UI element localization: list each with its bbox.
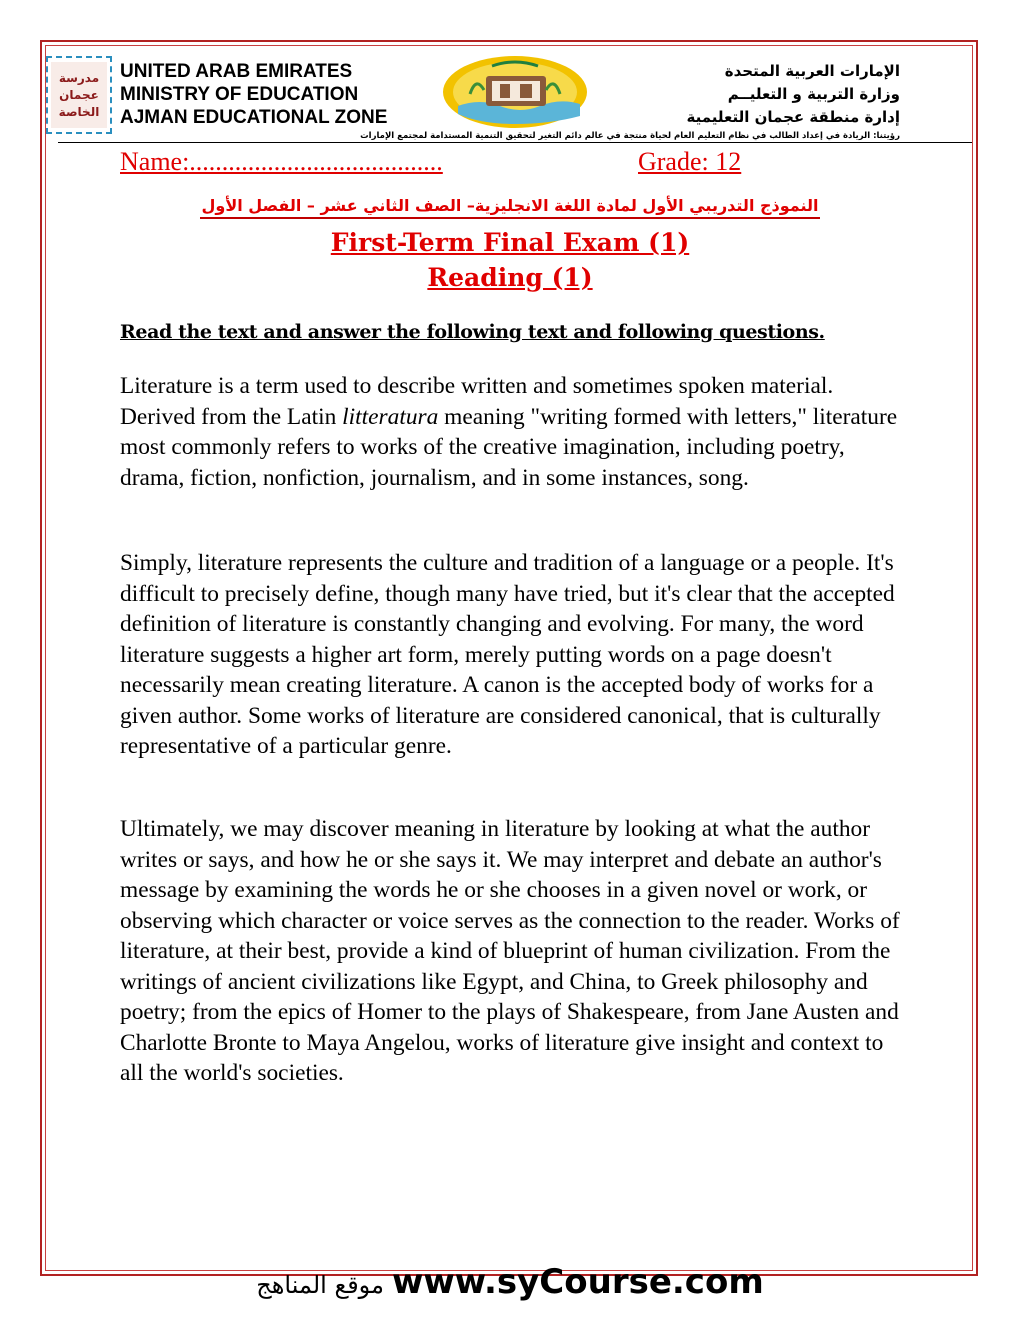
arabic-header xyxy=(687,60,901,129)
school-name-line: الخاصة xyxy=(58,104,100,119)
school-name-box xyxy=(46,56,112,134)
vision-statement: رؤيتنا: الريادة في إعداد الطالب في نظام التعليم العام لحياة منتجة في عالم دائم التغير لتحقيق التنمية المستدامة لمجتمع الإمارات xyxy=(360,131,900,141)
footer-watermark xyxy=(0,1262,1020,1302)
passage-paragraph-3: Ultimately, we may discover meaning in literature by looking at what the author writes or says, and how he or she says it. We may interpret and debate an author's message by examining the words he or she chooses in a given novel or work, or observing which character or voice serves as the connection to the reader. Works of literature, at their best, provide a kind of blueprint of human civilization. From the writings of ancient civilizations like Egypt, and China, to Greek philosophy and poetry; from the epics of Homer to the plays of Shakespeare, from Jane Austen and Charlotte Bronte to Maya Angelou, works of literature give insight and context to all the world's societies. xyxy=(120,816,900,1086)
header-divider xyxy=(58,142,972,143)
section-title: Reading (1) xyxy=(427,263,593,292)
passage-paragraph-2: Simply, literature represents the culture and tradition of a language or a people. It's difficult to precisely define, though many have tried, but it's clear that the accepted definition of literature is constantly changing and evolving. For many, the word literature suggests a higher art form, merely putting words on a page doesn't necessarily mean creating literature. A canon is the accepted body of works for a given author. Some works of literature are considered canonical, that is culturally representative of a particular genre. xyxy=(120,550,895,759)
arabic-exam-title: النموذج التدريبي الأول لمادة اللغة الانجليزية– الصف الثاني عشر – الفصل الأول xyxy=(200,196,820,219)
english-header xyxy=(120,60,387,129)
passage-paragraph-1 xyxy=(120,371,910,493)
grade-label: Grade: 12 xyxy=(638,147,742,176)
latin-term: litteratura xyxy=(342,403,439,430)
footer-url: www.syCourse.com xyxy=(391,1262,764,1302)
header-country: UNITED ARAB EMIRATES xyxy=(120,61,353,82)
instruction-text: Read the text and answer the following text and following questions. xyxy=(120,321,825,343)
header-zone: AJMAN EDUCATIONAL ZONE xyxy=(120,107,388,128)
header-ministry: MINISTRY OF EDUCATION xyxy=(120,84,359,105)
student-name-field: Name:....................................... xyxy=(120,147,443,176)
exam-title: First-Term Final Exam (1) xyxy=(330,228,690,257)
paragraph-text: meaning "writing formed with letters," literature most commonly refers to works of the creative imagination, including poetry, drama, fiction, nonfiction, journalism, and in some instances, song. xyxy=(120,403,898,491)
school-name-line: عجمان xyxy=(59,87,99,102)
header-ministry-ar: وزارة التربية و التعليــم xyxy=(727,85,900,103)
school-name-line: مدرسة xyxy=(58,70,100,85)
header-zone-ar: إدارة منطقة عجمان التعليمية xyxy=(686,108,900,126)
header-country-ar: الإمارات العربية المتحدة xyxy=(724,62,900,80)
paragraph-text: Literature is a term used to describe written and sometimes spoken material. Derived from the Latin xyxy=(120,373,834,430)
footer-arabic-text: موقع المناهج xyxy=(256,1271,384,1299)
school-logo xyxy=(440,54,590,130)
